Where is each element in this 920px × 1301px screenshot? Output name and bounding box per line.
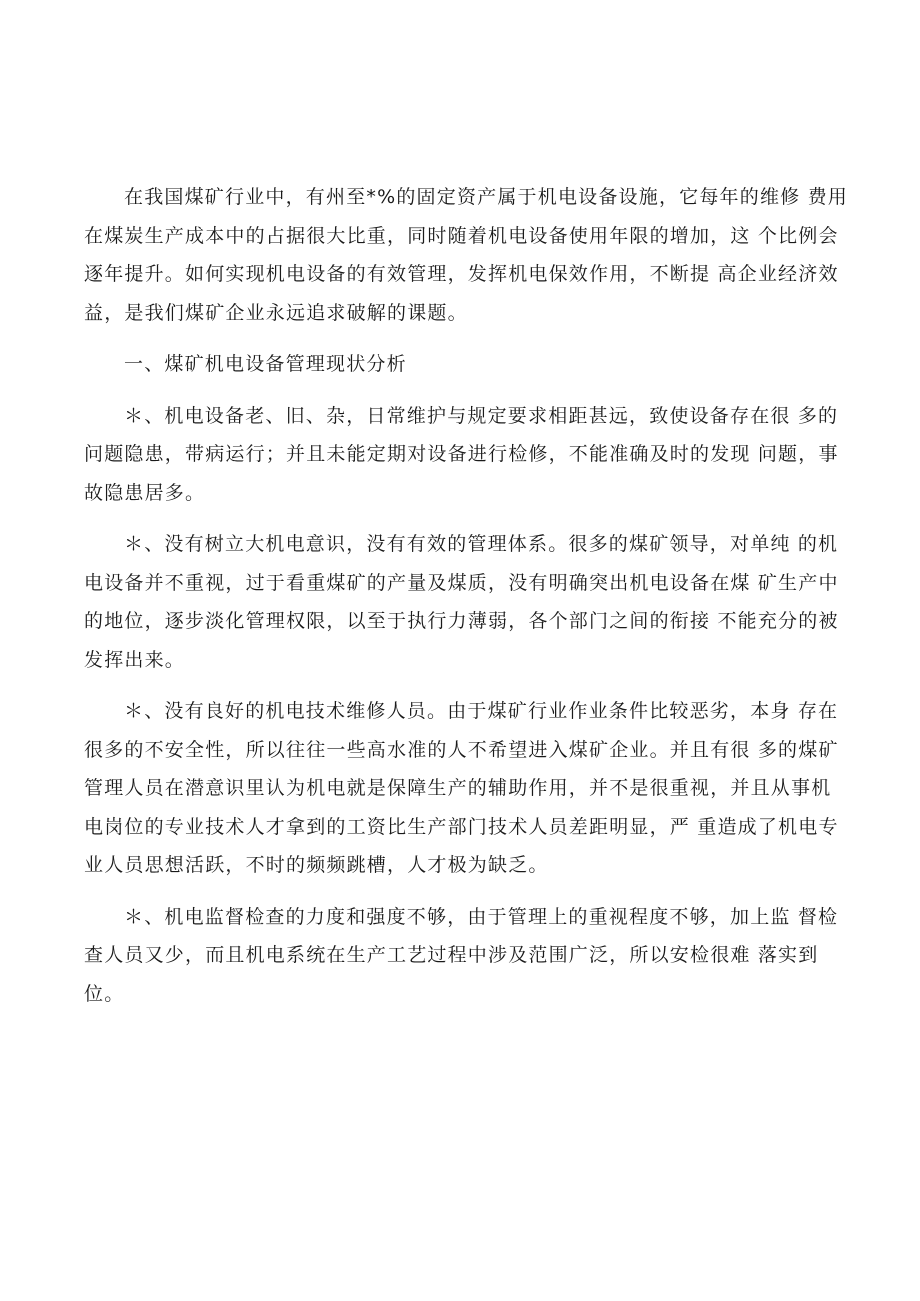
- text-line: 的地位，逐步淡化管理权限，以至于执行力薄弱，各个部门之间的衔接 不能充分的被: [84, 610, 839, 632]
- text-line: 管理人员在潜意识里认为机电就是保障生产的辅助作用，并不是很重视，并且从事机: [84, 777, 832, 799]
- text-line: 业人员思想活跃，不时的频频跳槽，人才极为缺乏。: [84, 854, 549, 876]
- text-line: 电设备并不重视，过于看重煤矿的产量及煤质，没有明确突出机电设备在煤 矿生产中: [84, 571, 839, 594]
- text-line: 电岗位的专业技术人才拿到的工资比生产部门技术人员差距明显，严 重造成了机电专: [84, 815, 839, 838]
- text-line: 在我国煤矿行业中，有州至*%的固定资产属于机电设备设施，它每年的维修 费用: [124, 186, 848, 208]
- text-line: ＊、机电监督检查的力度和强度不够，由于管理上的重视程度不够，加上监 督检: [124, 905, 839, 928]
- text-line: 故隐患居多。: [84, 481, 206, 504]
- text-line: 位。: [84, 982, 125, 1005]
- text-line: 逐年提升。如何实现机电设备的有效管理，发挥机电保效作用，不断提 高企业经济效: [84, 263, 839, 285]
- text-line: 查人员又少，而且机电系统在生产工艺过程中涉及范围广泛，所以安检很难 落实到: [84, 944, 819, 966]
- text-line: ＊、没有良好的机电技术维修人员。由于煤矿行业作业条件比较恶劣，本身 存在: [124, 700, 839, 722]
- intro-paragraph: [84, 178, 848, 332]
- text-line: 在煤炭生产成本中的占据很大比重，同时随着机电设备使用年限的增加，这 个比例会: [84, 224, 839, 247]
- point-paragraph-1: [84, 397, 840, 513]
- text-line: 益，是我们煤矿企业永远追求破解的课题。: [84, 301, 468, 324]
- section-heading: 一、煤矿机电设备管理现状分析: [124, 353, 407, 375]
- text-line: ＊、没有树立大机电意识，没有有效的管理体系。很多的煤矿领导，对单纯 的机: [124, 533, 839, 555]
- text-line: 很多的不安全性，所以往往一些高水准的人不希望进入煤矿企业。并且有很 多的煤矿: [84, 738, 839, 761]
- point-paragraph-2: [84, 525, 840, 679]
- text-line: ＊、机电设备老、旧、杂，日常维护与规定要求相距甚远，致使设备存在很 多的: [124, 404, 839, 427]
- point-paragraph-4: [84, 898, 840, 1014]
- text-line: 发挥出来。: [84, 648, 186, 671]
- text-line: 问题隐患，带病运行；并且未能定期对设备进行检修，不能准确及时的发现 问题，事: [84, 443, 839, 465]
- document-body: [84, 178, 848, 1026]
- point-paragraph-3: [84, 692, 840, 885]
